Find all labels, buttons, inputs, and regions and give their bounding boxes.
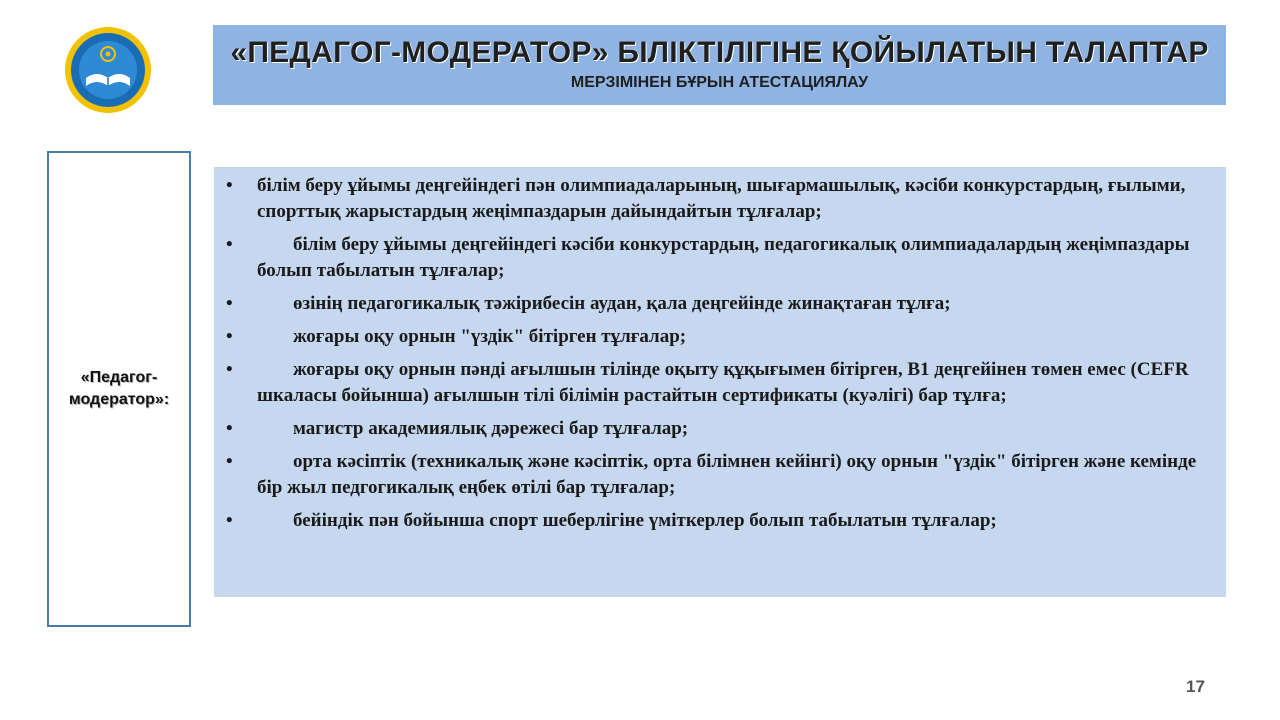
title-banner xyxy=(213,25,1226,105)
category-box xyxy=(47,151,191,627)
list-item xyxy=(224,416,1206,442)
list-item-text: магистр академиялық дәрежесі бар тұлғалар; xyxy=(293,418,689,439)
list-item xyxy=(224,508,1206,534)
list-item-text: жоғары оқу орнын "үздік" бітірген тұлғалар; xyxy=(293,326,687,347)
list-item xyxy=(224,232,1206,284)
education-ministry-emblem-icon xyxy=(64,26,152,114)
bullet-icon: • xyxy=(226,293,233,314)
bullet-icon: • xyxy=(226,175,233,196)
bullet-icon: • xyxy=(226,510,233,531)
list-item xyxy=(224,173,1206,225)
slide-title: «ПЕДАГОГ-МОДЕРАТОР» БІЛІКТІЛІГІНЕ ҚОЙЫЛАТЫН ТАЛАПТАР xyxy=(230,36,1209,69)
emblem-logo xyxy=(64,26,152,114)
list-item-text: білім беру ұйымы деңгейіндегі кәсіби конкурстардың, педагогикалық олимпиадалардың жеңімпаздары болып табылатын тұлғалар; xyxy=(257,234,1190,281)
list-item-text: орта кәсіптік (техникалық және кәсіптік, орта білімнен кейінгі) оқу орнын "үздік" бітірген және кемінде бір жыл педгогикалық еңбек өтілі бар тұлғалар; xyxy=(257,451,1197,498)
list-item xyxy=(224,291,1206,317)
list-item-text: өзінің педагогикалық тәжірибесін аудан, қала деңгейінде жинақтаған тұлға; xyxy=(293,293,951,314)
category-label: «Педагог-модератор»: xyxy=(68,369,170,408)
slide-subtitle: МЕРЗІМІНЕН БҰРЫН АТЕСТАЦИЯЛАУ xyxy=(570,74,869,91)
requirements-list xyxy=(224,173,1206,534)
bullet-icon: • xyxy=(226,326,233,347)
page-number: 17 xyxy=(1186,677,1205,696)
bullet-icon: • xyxy=(226,418,233,439)
list-item xyxy=(224,449,1206,501)
bullet-icon: • xyxy=(226,234,233,255)
bullet-icon: • xyxy=(226,359,233,380)
list-item-text: жоғары оқу орнын пәнді ағылшын тілінде оқыту құқығымен бітірген, В1 деңгейінен төмен емес (CEFR шкаласы бойынша) ағылшын тілі білімін растайтын сертификаты (куәлігі) бар тұлға; xyxy=(257,359,1189,406)
list-item-text: бейіндік пән бойынша спорт шеберлігіне үміткерлер болып табылатын тұлғалар; xyxy=(293,510,997,531)
list-item xyxy=(224,324,1206,350)
requirements-panel xyxy=(214,167,1226,597)
list-item-text: білім беру ұйымы деңгейіндегі пән олимпиадаларының, шығармашылық, кәсіби конкурстардың, ғылыми, спорттық жарыстардың жеңімпаздарын дайындайтын тұлғалар; xyxy=(257,175,1186,222)
bullet-icon: • xyxy=(226,451,233,472)
list-item xyxy=(224,357,1206,409)
